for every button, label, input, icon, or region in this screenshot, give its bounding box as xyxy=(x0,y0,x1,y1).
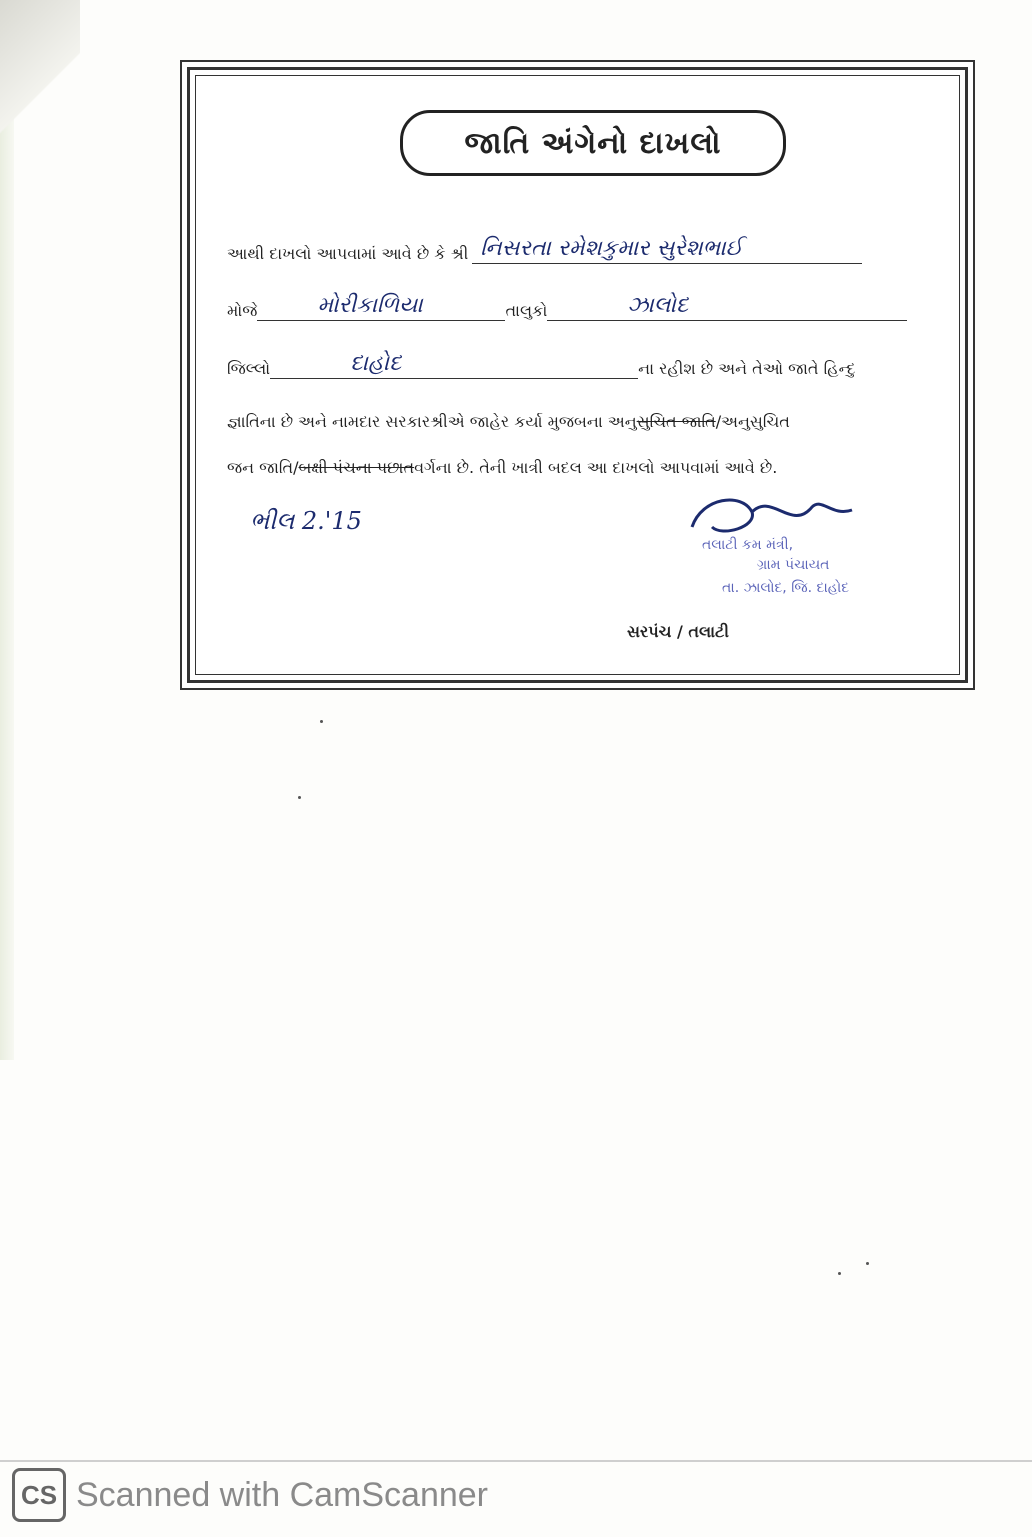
taluka-field xyxy=(547,294,907,321)
speck xyxy=(320,720,323,723)
signature-label: સરપંચ / તલાટી xyxy=(627,622,729,641)
page-edge-shadow xyxy=(0,0,14,1060)
certificate-line-1 xyxy=(227,237,862,264)
line1-prefix: આથી દાખલો આપવામાં આવે છે કે શ્રી xyxy=(227,244,469,263)
moje-label: મોજે xyxy=(227,301,258,320)
certificate-title: જાતિ અંગેનો દાખલો xyxy=(400,110,786,176)
taluka-handwritten: ઝાલોદ xyxy=(627,293,689,318)
name-field xyxy=(472,237,862,264)
line4-prefix: જ્ઞાતિના છે અને નામદાર સરકારશ્રીએ જાહેર કર્યા મુજબના અનુ xyxy=(227,412,637,431)
certificate-line-2 xyxy=(227,294,907,321)
page-bottom-edge xyxy=(0,1460,1032,1462)
date-handwritten: ભીલ 2.'15 xyxy=(250,507,362,535)
caste-certificate xyxy=(180,60,975,690)
jillo-label: જિલ્લો xyxy=(227,359,271,378)
taluko-label: તાલુકો xyxy=(505,301,548,320)
certificate-line-5 xyxy=(227,458,777,478)
line4-suffix: /અનુસુચિત xyxy=(715,412,790,431)
stamp-line-1: તલાટી કમ મંત્રી, xyxy=(702,537,794,553)
district-handwritten: દાહોદ xyxy=(350,351,402,376)
name-handwritten: નિસરતા રમેશકુમાર સુરેશભાઈ xyxy=(480,236,743,261)
certificate-line-3 xyxy=(227,352,856,379)
camscanner-watermark: Scanned with CamScanner xyxy=(76,1476,489,1514)
line4-struck-text: સુચિત જાતિ xyxy=(636,412,716,431)
speck xyxy=(866,1262,869,1265)
speck xyxy=(298,796,301,799)
stamp-line-2: ગ્રામ પંચાયત xyxy=(757,557,830,573)
certificate-line-4 xyxy=(227,412,790,432)
official-stamp xyxy=(662,482,882,602)
village-handwritten: મોરીકાળિયા xyxy=(317,293,423,318)
line5-prefix: જન જાતિ/ xyxy=(227,458,299,477)
line3-suffix: ના રહીશ છે અને તેઓ જાતે હિન્દુ xyxy=(638,359,856,378)
stamp-line-3: તા. ઝાલોદ, જિ. દાહોદ xyxy=(722,580,850,596)
line5-suffix: વર્ગના છે. તેની ખાત્રી બદલ આ દાખલો આપવામાં આવે છે. xyxy=(414,458,778,477)
camscanner-logo-icon: CS xyxy=(12,1468,66,1522)
village-field xyxy=(257,294,505,321)
speck xyxy=(838,1272,841,1275)
district-field xyxy=(270,352,638,379)
line5-struck-text: બક્ષી પંચના પછાત xyxy=(298,458,415,477)
folded-corner xyxy=(0,0,80,140)
